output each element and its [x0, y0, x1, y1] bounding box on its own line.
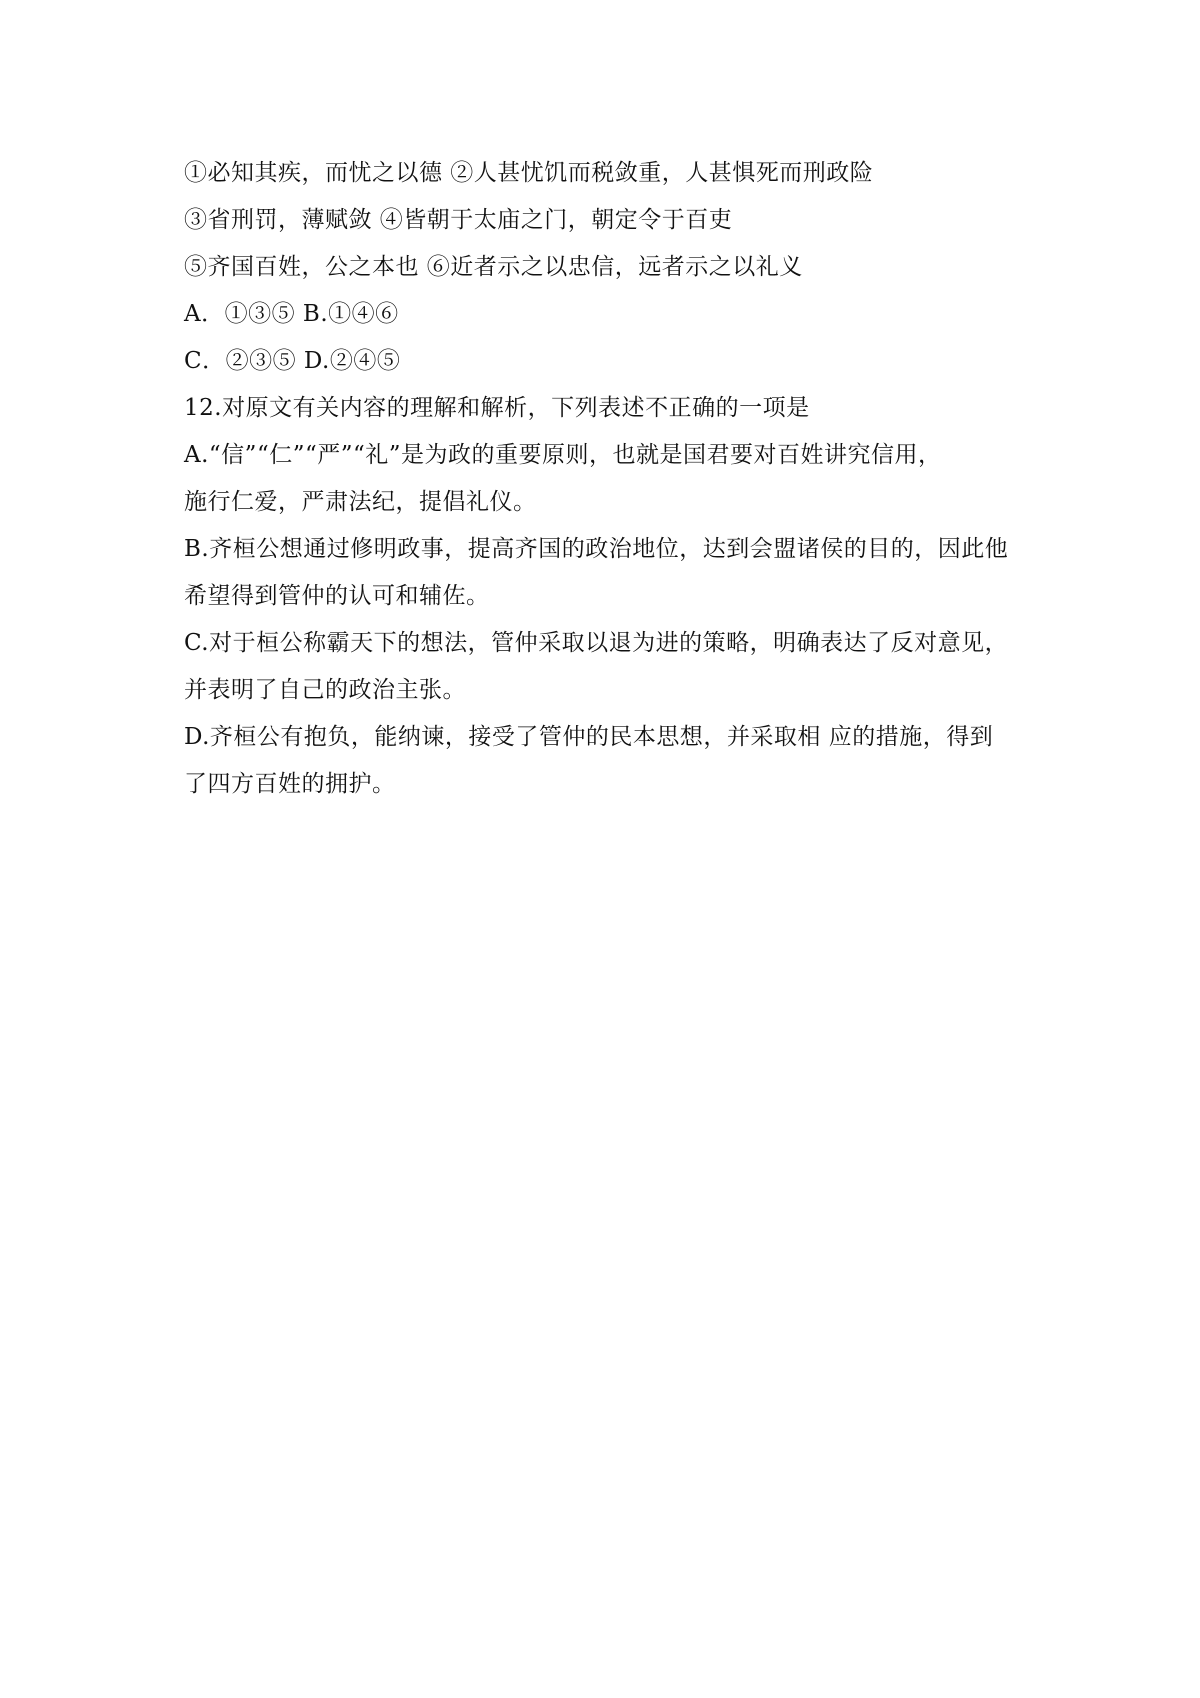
statement-line-1: ①必知其疾，而忧之以德 ②人甚忧饥而税敛重，人甚惧死而刑政险 [184, 160, 874, 186]
q12-option-d-line1: D.齐桓公有抱负，能纳谏，接受了管仲的民本思想，并采取相 应的措施，得到 [184, 724, 994, 750]
q12-option-d [184, 714, 1034, 808]
document-page [184, 150, 1034, 808]
statement-line-3: ⑤齐国百姓，公之本也 ⑥近者示之以忠信，远者示之以礼义 [184, 254, 803, 280]
q12-option-b-line1: B.齐桓公想通过修明政事，提高齐国的政治地位，达到会盟诸侯的目的，因此他 [184, 536, 1009, 562]
q12-option-c [184, 620, 1034, 714]
q12-option-b-line2: 希望得到管仲的认可和辅佐。 [184, 583, 490, 609]
q12-option-a-line2: 施行仁爱，严肃法纪，提倡礼仪。 [184, 489, 537, 515]
q12-option-b [184, 526, 1034, 620]
q12-stem: 12.对原文有关内容的理解和解析，下列表述不正确的一项是 [184, 395, 810, 421]
q12-option-a [184, 432, 1034, 526]
q12-option-d-line2: 了四方百姓的拥护。 [184, 771, 396, 797]
q11-options-cd: C．②③⑤ D.②④⑤ [184, 348, 401, 374]
q12-option-a-line1: A.“信”“仁”“严”“礼”是为政的重要原则，也就是国君要对百姓讲究信用， [184, 442, 942, 468]
q12-option-c-line1: C.对于桓公称霸天下的想法，管仲采取以退为进的策略，明确表达了反对意见， [184, 630, 1009, 656]
statement-line-2: ③省刑罚，薄赋敛 ④皆朝于太庙之门，朝定令于百吏 [184, 207, 733, 233]
q12-option-c-line2: 并表明了自己的政治主张。 [184, 677, 466, 703]
q11-options-ab: A．①③⑤ B.①④⑥ [184, 301, 399, 327]
